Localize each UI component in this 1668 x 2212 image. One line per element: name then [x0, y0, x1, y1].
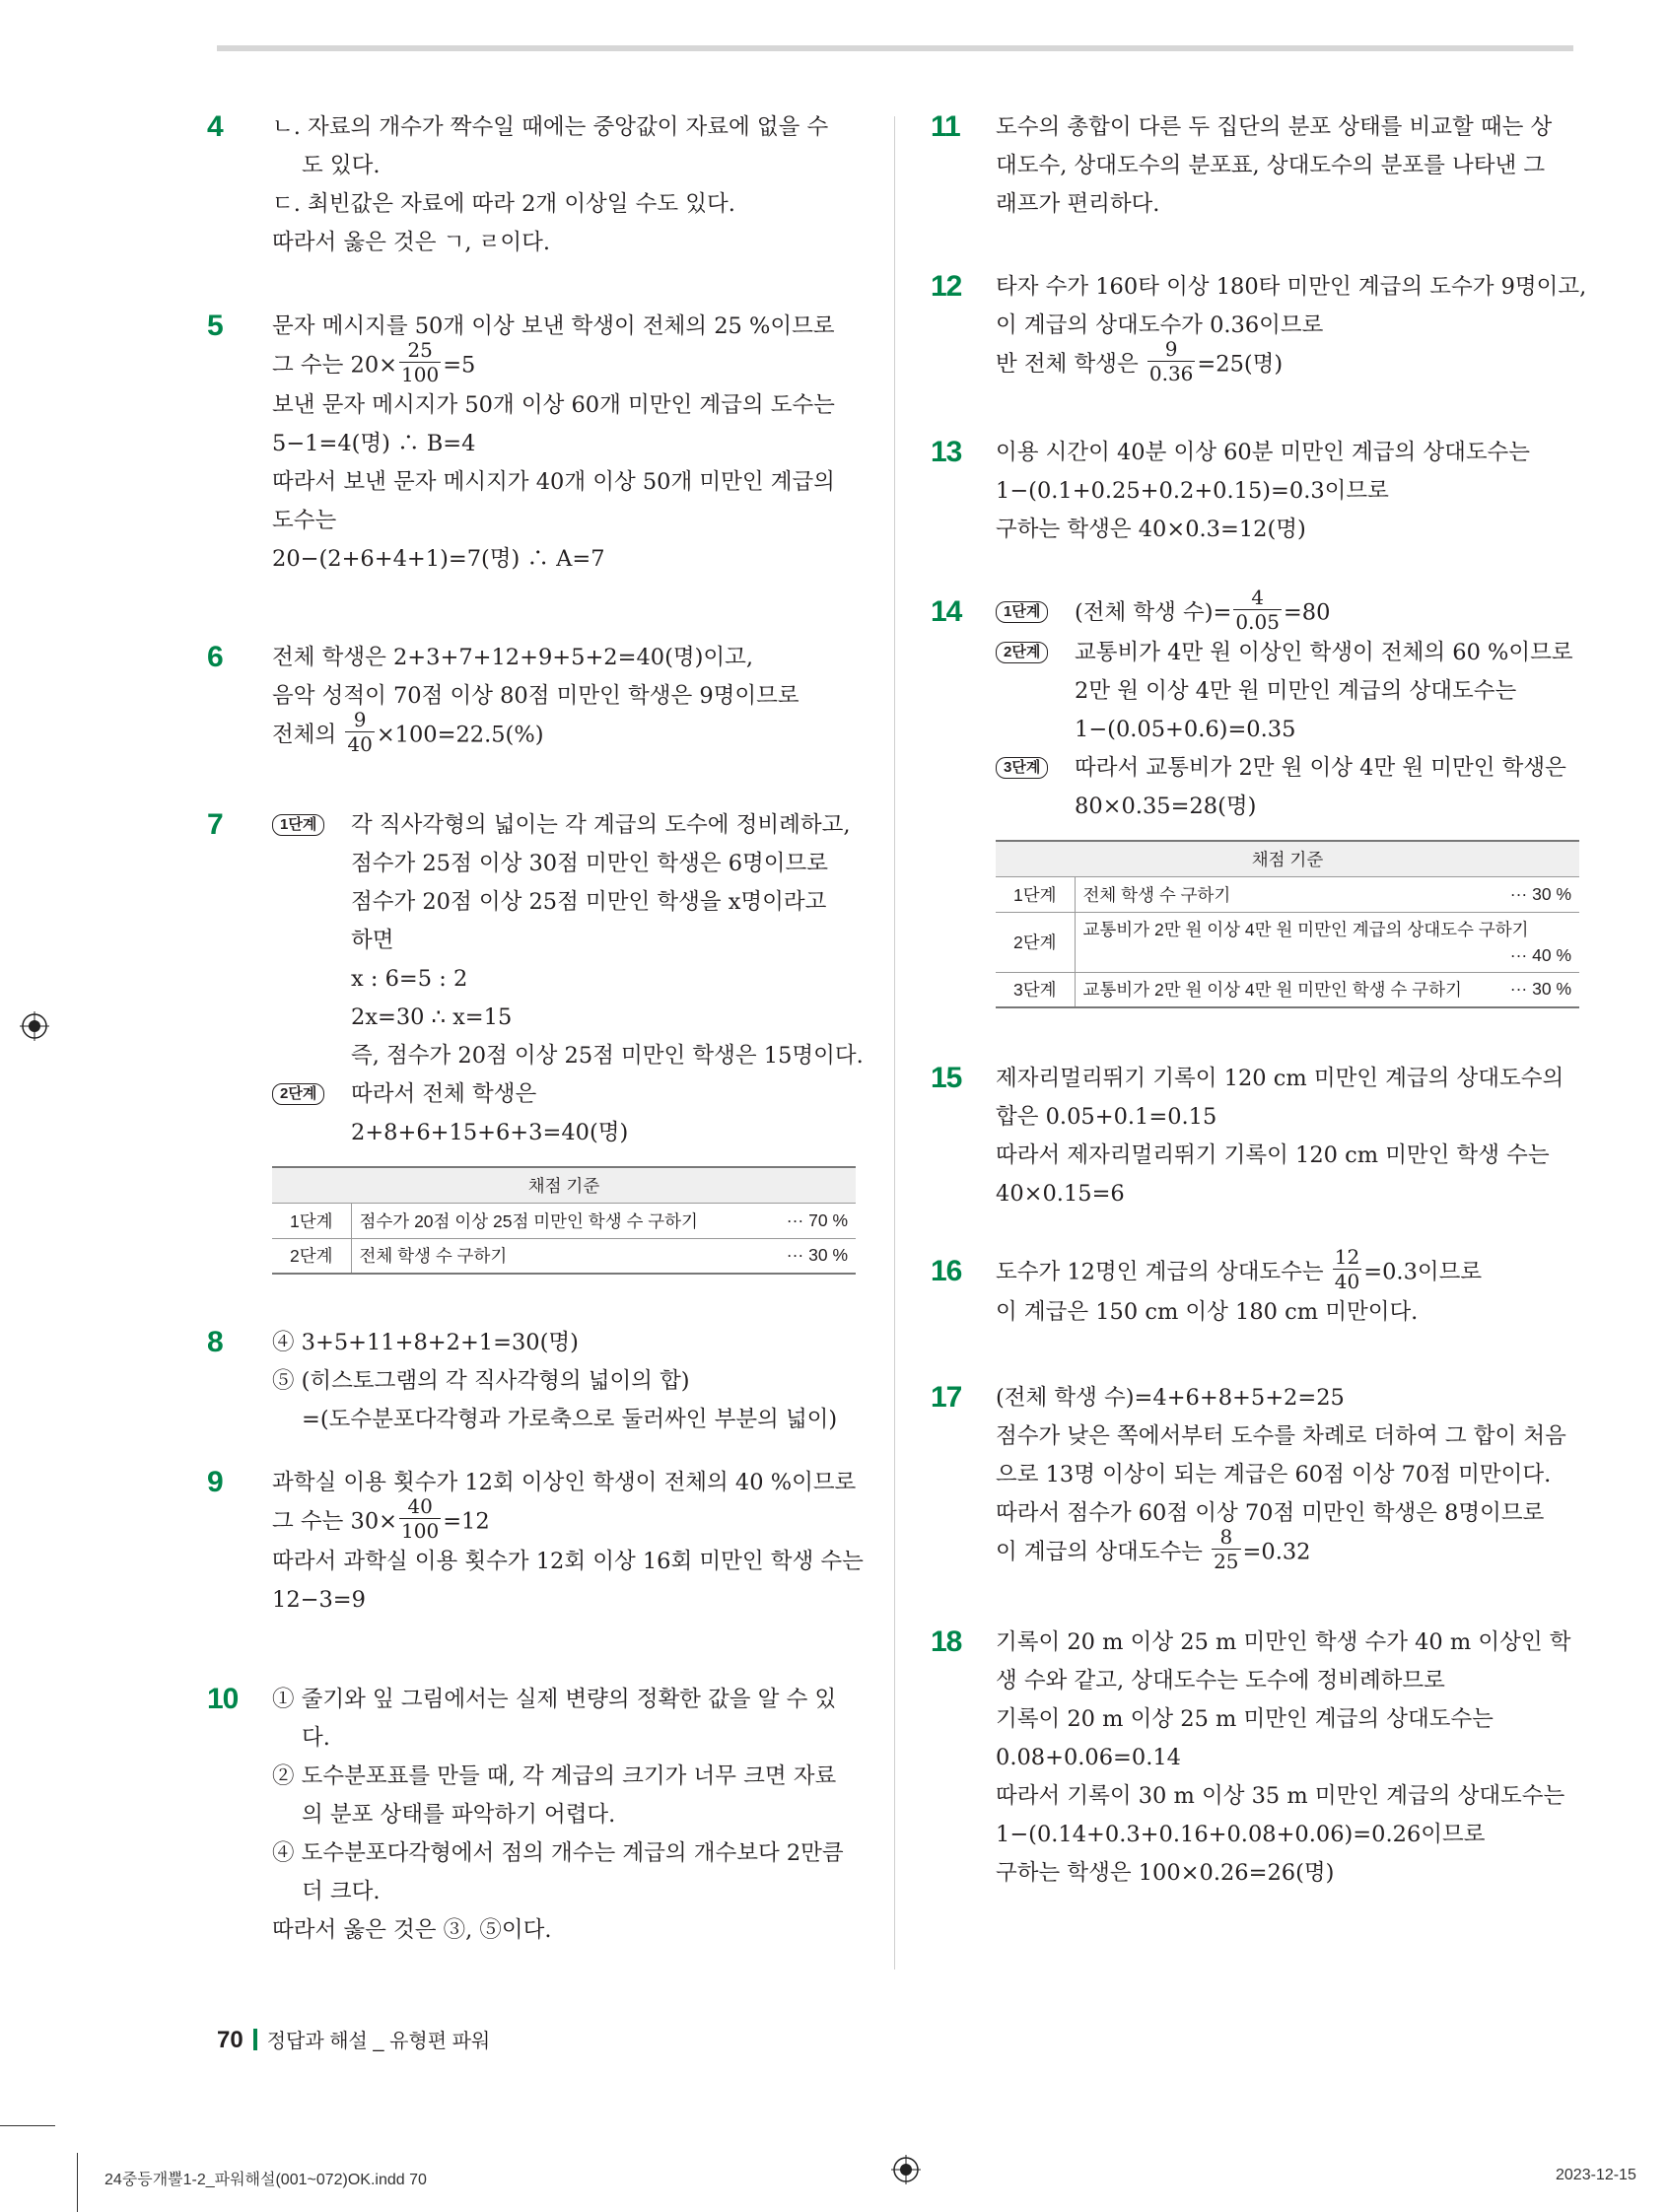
text-line: 구하는 학생은 40×0.3=12(명): [996, 517, 1306, 542]
problem-12: [931, 268, 1587, 390]
text-line: ① 줄기와 잎 그림에서는 실제 변량의 정확한 값을 알 수 있: [272, 1687, 837, 1712]
problem-number: 10: [207, 1683, 239, 1715]
text-line: 래프가 편리하다.: [996, 191, 1160, 217]
text-line: 따라서 제자리멀리뛰기 기록이 120 cm 미만인 학생 수는: [996, 1142, 1550, 1168]
text-line: x : 6=5 : 2: [351, 966, 468, 992]
text-line: 20−(2+6+4+1)=7(명) ∴ A=7: [272, 546, 605, 572]
problem-18: [931, 1624, 1581, 1893]
text-line: 이 계급의 상대도수가 0.36이므로: [996, 312, 1324, 338]
fraction: $\frac{9}{0.36}$: [1148, 337, 1194, 385]
table-header: 채점 기준: [996, 841, 1579, 876]
page-footer: [217, 2025, 490, 2054]
text-line: =(도수분포다각형과 가로축으로 둘러싸인 부분의 넓이): [302, 1407, 838, 1432]
table-row: 3단계 교통비가 2만 원 이상 4만 원 미만인 학생 수 구하기 ··· 30 %: [996, 972, 1579, 1007]
text-line: 하면: [351, 928, 394, 953]
text-line: 전체 학생은 2+3+7+12+9+5+2=40(명)이고,: [272, 645, 754, 670]
step-badge: 2단계: [272, 1083, 324, 1105]
text-line: 대도수, 상대도수의 분포표, 상대도수의 분포를 나타낸 그: [996, 153, 1546, 178]
fraction: $\frac{12}{40}$: [1334, 1245, 1360, 1293]
text-line: 2x=30 ∴ x=15: [351, 1004, 513, 1030]
text-line: 이용 시간이 40분 이상 60분 미만인 계급의 상대도수는: [996, 440, 1531, 465]
fraction: $\frac{9}{40}$: [347, 708, 373, 756]
text-line: 1−(0.1+0.25+0.2+0.15)=0.3이므로: [996, 478, 1389, 504]
problem-number: 4: [207, 110, 223, 143]
text-line: 5−1=4(명) ∴ B=4: [272, 431, 476, 456]
problem-number: 9: [207, 1466, 223, 1498]
problem-number: 16: [931, 1255, 962, 1287]
text-line: 따라서 기록이 30 m 이상 35 m 미만인 계급의 상대도수는: [996, 1783, 1565, 1809]
problem-5: [207, 308, 858, 593]
problem-16: [931, 1245, 1581, 1334]
text-line: 전체의 $\frac{9}{40}$ ×100=22.5(%): [272, 708, 544, 756]
text-line: 문자 메시지를 50개 이상 보낸 학생이 전체의 25 %이므로: [272, 313, 835, 339]
problem-number: 6: [207, 641, 223, 673]
text-line: 도수가 12명인 계급의 상대도수는 $\frac{12}{40}$ =0.3이므로: [996, 1245, 1483, 1293]
grading-table: [996, 840, 1579, 1008]
problem-4: [207, 108, 858, 258]
problem-number: 5: [207, 310, 223, 342]
text-line: 기록이 20 m 이상 25 m 미만인 계급의 상대도수는: [996, 1706, 1494, 1732]
text-line: 12−3=9: [272, 1587, 366, 1613]
problem-6: [207, 639, 858, 761]
problem-number: 11: [931, 110, 960, 143]
text-line: 점수가 25점 이상 30점 미만인 학생은 6명이므로: [351, 851, 828, 876]
text-line: 이 계급의 상대도수는 $\frac{8}{25}$ =0.32: [996, 1525, 1311, 1573]
problem-number: 7: [207, 808, 223, 841]
text-line: 교통비가 4만 원 이상인 학생이 전체의 60 %이므로: [1075, 640, 1573, 665]
problem-17: [931, 1379, 1581, 1580]
text-line: 2+8+6+15+6+3=40(명): [351, 1120, 629, 1145]
text-line: 0.08+0.06=0.14: [996, 1745, 1181, 1770]
problem-14: [931, 586, 1581, 1008]
top-rule: [217, 45, 1573, 51]
table-row: 1단계 전체 학생 수 구하기 ··· 30 %: [996, 876, 1579, 912]
fraction: $\frac{40}{100}$: [401, 1494, 440, 1543]
problem-number: 8: [207, 1326, 223, 1358]
text-line: 구하는 학생은 100×0.26=26(명): [996, 1860, 1335, 1886]
text-line: 점수가 낮은 쪽에서부터 도수를 차례로 더하여 그 합이 처음: [996, 1423, 1566, 1449]
fraction: $\frac{4}{0.05}$: [1235, 586, 1280, 634]
text-line: 반 전체 학생은 $\frac{9}{0.36}$ =25(명): [996, 337, 1284, 385]
text-line: 음악 성적이 70점 이상 80점 미만인 학생은 9명이므로: [272, 683, 799, 709]
text-line: 도 있다.: [302, 153, 381, 178]
text-line: (전체 학생 수)=4+6+8+5+2=25: [996, 1385, 1345, 1411]
fraction: $\frac{25}{100}$: [401, 338, 440, 386]
registration-mark-icon: [891, 2155, 921, 2184]
text-line: 보낸 문자 메시지가 50개 이상 60개 미만인 계급의 도수는: [272, 392, 835, 418]
problem-number: 15: [931, 1062, 962, 1094]
table-row: 2단계 교통비가 2만 원 이상 4만 원 미만인 계급의 상대도수 구하기 ··· 40 %: [996, 912, 1579, 972]
text-line: 즉, 점수가 20점 이상 25점 미만인 학생은 15명이다.: [351, 1043, 864, 1069]
text-line: 도수는: [272, 508, 337, 533]
problem-10: [207, 1681, 858, 1950]
problem-15: [931, 1060, 1581, 1213]
crop-mark: [77, 2153, 78, 2212]
table-header: 채점 기준: [272, 1167, 856, 1203]
grading-table: [272, 1166, 856, 1275]
fraction: $\frac{8}{25}$: [1214, 1525, 1239, 1573]
text-line: 따라서 전체 학생은: [351, 1081, 537, 1107]
text-line: ㄷ. 최빈값은 자료에 따라 2개 이상일 수도 있다.: [272, 191, 735, 217]
text-line: 의 분포 상태를 파악하기 어렵다.: [302, 1802, 616, 1828]
slug-date: 2023-12-15: [1556, 2167, 1636, 2183]
slug-filename: 24중등개뿔1-2_파워해설(001~072)OK.indd 70: [104, 2172, 427, 2188]
problem-number: 13: [931, 436, 962, 468]
footer-bar: [253, 2029, 257, 2050]
text-line: 기록이 20 m 이상 25 m 미만인 학생 수가 40 m 이상인 학: [996, 1629, 1571, 1655]
text-line: 따라서 과학실 이용 횟수가 12회 이상 16회 미만인 학생 수는: [272, 1549, 864, 1574]
problem-8: [207, 1324, 858, 1440]
problem-13: [931, 434, 1581, 550]
text-line: 따라서 교통비가 2만 원 이상 4만 원 미만인 학생은: [1075, 755, 1566, 781]
text-line: 생 수와 같고, 상대도수는 도수에 정비례하므로: [996, 1668, 1445, 1694]
text-line: 도수의 총합이 다른 두 집단의 분포 상태를 비교할 때는 상: [996, 114, 1553, 140]
registration-mark-icon: [20, 1011, 49, 1041]
step-badge: 3단계: [996, 757, 1048, 779]
text-line: 따라서 옳은 것은 ③, ⑤이다.: [272, 1917, 552, 1943]
text-line: 제자리멀리뛰기 기록이 120 cm 미만인 계급의 상대도수의: [996, 1066, 1564, 1091]
problem-number: 17: [931, 1381, 962, 1414]
text-line: 1−(0.05+0.6)=0.35: [1075, 717, 1296, 742]
text-line: 따라서 옳은 것은 ㄱ, ㄹ이다.: [272, 230, 550, 255]
text-line: ⑤ (히스토그램의 각 직사각형의 넓이의 합): [272, 1368, 690, 1394]
text-line: 2만 원 이상 4만 원 미만인 계급의 상대도수는: [1075, 678, 1517, 704]
step-badge: 2단계: [996, 642, 1048, 663]
text-line: ② 도수분포표를 만들 때, 각 계급의 크기가 너무 크면 자료: [272, 1763, 837, 1789]
text-line: 더 크다.: [302, 1879, 381, 1904]
text-line: 타자 수가 160타 이상 180타 미만인 계급의 도수가 9명이고,: [996, 274, 1587, 300]
text-line: 1−(0.14+0.3+0.16+0.08+0.06)=0.26이므로: [996, 1822, 1486, 1847]
text-line: (전체 학생 수)= $\frac{4}{0.05}$ =80: [1075, 586, 1331, 634]
text-line: 그 수는 20× $\frac{25}{100}$ =5: [272, 338, 476, 386]
text-line: 40×0.15=6: [996, 1181, 1125, 1207]
column-divider: [894, 116, 895, 1970]
footer-title: 정답과 해설 _ 유형편 파워: [266, 2031, 491, 2052]
text-line: ㄴ. 자료의 개수가 짝수일 때에는 중앙값이 자료에 없을 수: [272, 114, 829, 140]
text-line: 으로 13명 이상이 되는 계급은 60점 이상 70점 미만이다.: [996, 1462, 1552, 1487]
text-line: ④ 3+5+11+8+2+1=30(명): [272, 1330, 579, 1355]
text-line: 각 직사각형의 넓이는 각 계급의 도수에 정비례하고,: [351, 812, 851, 838]
text-line: 점수가 20점 이상 25점 미만인 학생을 x명이라고: [351, 889, 827, 915]
page-number: 70: [217, 2027, 243, 2053]
crop-mark: [0, 2125, 55, 2126]
text-line: 과학실 이용 횟수가 12회 이상인 학생이 전체의 40 %이므로: [272, 1470, 857, 1495]
left-column: [207, 108, 864, 1950]
table-row: 1단계 점수가 20점 이상 25점 미만인 학생 수 구하기 ··· 70 %: [272, 1203, 856, 1238]
text-line: 그 수는 30× $\frac{40}{100}$ =12: [272, 1494, 490, 1543]
problem-9: [207, 1464, 864, 1631]
text-line: 따라서 보낸 문자 메시지가 40개 이상 50개 미만인 계급의: [272, 469, 835, 495]
problem-7: [207, 806, 864, 1275]
problem-11: [931, 108, 1581, 225]
text-line: 80×0.35=28(명): [1075, 794, 1257, 819]
text-line: 이 계급은 150 cm 이상 180 cm 미만이다.: [996, 1299, 1419, 1325]
step-badge: 1단계: [272, 814, 324, 836]
text-line: 다.: [302, 1725, 330, 1751]
text-line: 합은 0.05+0.1=0.15: [996, 1104, 1217, 1130]
step-badge: 1단계: [996, 601, 1048, 623]
text-line: ④ 도수분포다각형에서 점의 개수는 계급의 개수보다 2만큼: [272, 1840, 844, 1866]
text-line: 따라서 점수가 60점 이상 70점 미만인 학생은 8명이므로: [996, 1500, 1545, 1526]
problem-number: 12: [931, 270, 962, 303]
problem-number: 18: [931, 1625, 962, 1658]
table-row: 2단계 전체 학생 수 구하기 ··· 30 %: [272, 1238, 856, 1274]
problem-number: 14: [931, 595, 962, 628]
right-column: [931, 108, 1587, 1893]
